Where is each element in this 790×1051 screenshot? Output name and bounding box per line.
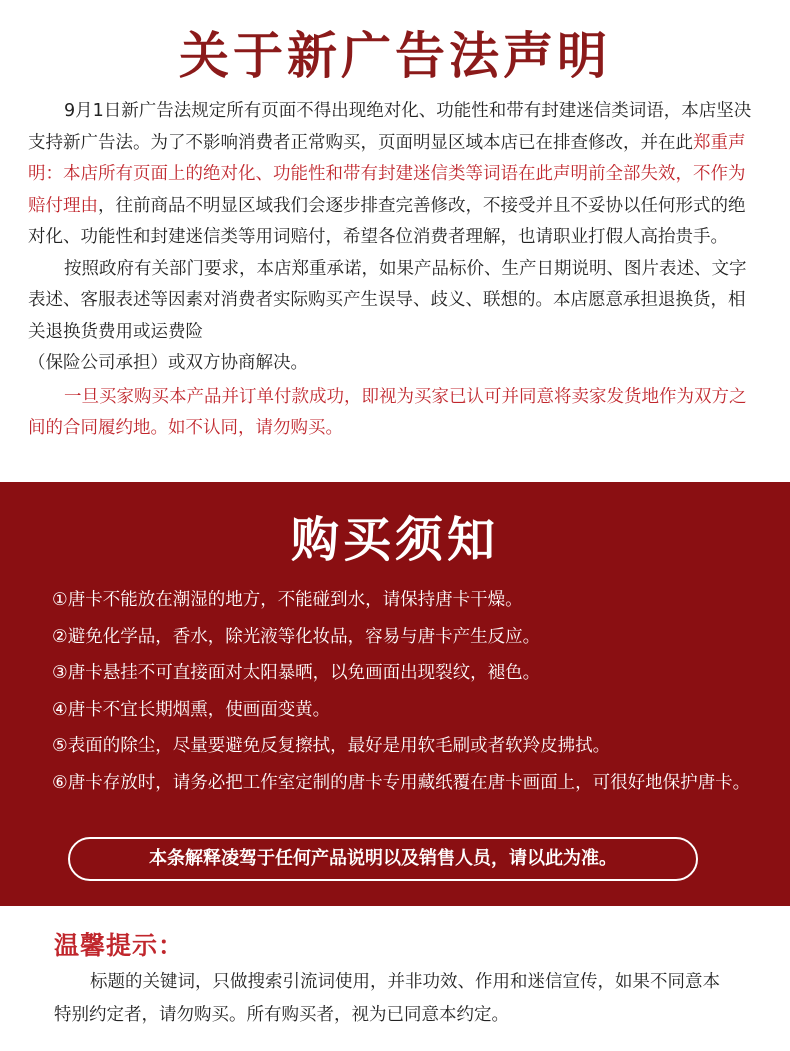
statement-paragraph-1 [28,96,758,254]
statement-p3: 一旦买家购买本产品并订单付款成功，即视为买家已认可并同意将卖家发货地作为双方之间的合同履约地。如不认同，请勿购买。 [28,386,747,438]
care-rule-6: ⑥唐卡存放时，请务必把工作室定制的唐卡专用藏纸覆在唐卡画面上，可很好地保护唐卡。 [52,772,751,793]
care-rules-list [52,582,752,801]
care-rule-5: ⑤表面的除尘，尽量要避免反复擦拭，最好是用软毛刷或者软羚皮拂拭。 [52,736,611,756]
care-rule-4: ④唐卡不宜长期烟熏，使画面变黄。 [52,699,331,720]
statement-body [28,96,758,445]
statement-paragraph-2b [28,348,758,380]
purchase-notice-title: 购买须知 [290,512,499,568]
warm-tip-title: 温馨提示： [54,931,185,960]
care-rule-3: ③唐卡悬挂不可直接面对太阳暴晒，以免画面出现裂纹，褪色。 [52,663,541,683]
warm-tip-text [54,966,734,1032]
care-rule-1: ①唐卡不能放在潮湿的地方，不能碰到水，请保持唐卡干燥。 [52,590,523,610]
statement-paragraph-3 [28,382,758,445]
statement-title: 关于新广告法声明 [179,27,611,85]
care-rule-2: ②避免化学品，香水，除光液等化妆品，容易与唐卡产生反应。 [52,626,541,647]
final-interpretation-notice: 本条解释凌驾于任何产品说明以及销售人员，请以此为准。 [68,837,698,881]
statement-p2-b: （保险公司承担）或双方协商解决。 [28,353,308,373]
warm-tip-body: 标题的关键词，只做搜索引流词使用，并非功效、作用和迷信宣传，如果不同意本特别约定者，请勿购买。所有购买者，视为已同意本约定。 [54,972,720,1025]
statement-p1-a: 9月1日新广告法规定所有页面不得出现绝对化、功能性和带有封建迷信类词语，本店坚决支持新广告法。为了不影响消费者正常购买，页面明显区域本店已在排查修改，并在此 [28,101,752,153]
statement-p1-highlight: 郑重声明：本店所有页面上的绝对化、功能性和带有封建迷信类等词语在此声明前全部失效，不作为赔付理由 [28,132,746,216]
warm-tip-section [0,906,790,1051]
statement-p2: 按照政府有关部门要求，本店郑重承诺，如果产品标价、生产日期说明、图片表述、文字表述、客服表述等因素对消费者实际购买产生误导、歧义、联想的。本店愿意承担退换货，相关退换货费用或运费险 [28,258,747,342]
statement-paragraph-2 [28,254,758,349]
purchase-notice-section [0,482,790,906]
statement-p1-c: ，往前商品不明显区域我们会逐步排查完善修改，不接受并且不妥协以任何形式的绝对化、功能性和封建迷信类等用词赔付，希望各位消费者理解，也请职业打假人高抬贵手。 [28,195,746,247]
ad-law-statement-section [0,0,790,482]
